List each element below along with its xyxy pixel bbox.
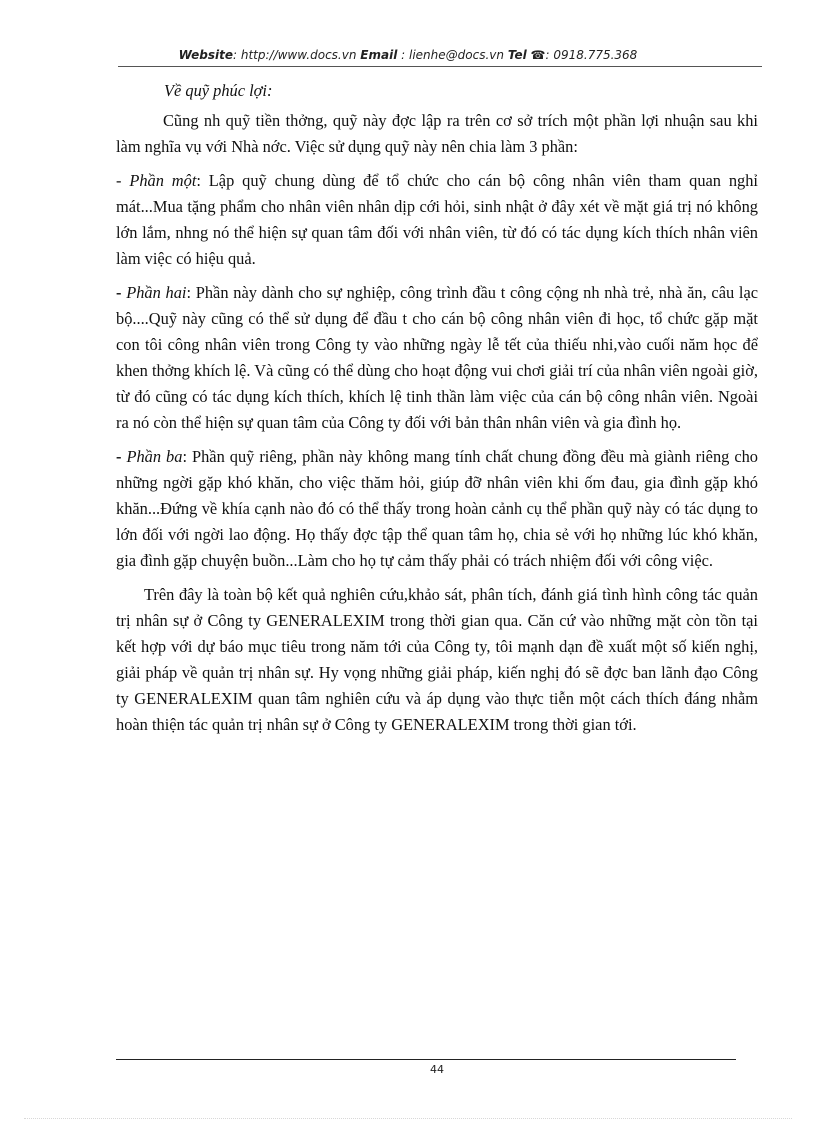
footer-divider (116, 1059, 736, 1060)
part-three-label: Phần ba (126, 447, 183, 466)
phone-icon: ☎ (530, 48, 546, 62)
email-value: : lienhe@docs.vn (401, 48, 504, 62)
section-heading: Về quỹ phúc lợi: (164, 81, 273, 100)
closing-paragraph: Trên đây là toàn bộ kết quả nghiên cứu,khảo sát, phân tích, đánh giá tình hình công tác quản trị nhân sự ở Công ty GENERALEXIM trong thời gian qua. Căn cứ vào những mặt còn tồn tại kết hợp với dự báo mục tiêu trong năm tới của Công ty, tôi mạnh dạn đề xuất một số kiến nghị, giải pháp về quản trị nhân sự. Hy vọng những giải pháp, kiến nghị đó sẽ đợc ban lãnh đạo Công ty GENERALEXIM quan tâm nghiên cứu và áp dụng vào thực tiễn một cách thích đáng nhằm hoàn thiện tác quản trị nhân sự ở Công ty GENERALEXIM trong thời gian tới. (116, 585, 758, 734)
page-header (0, 48, 816, 62)
email-label: Email (360, 48, 398, 62)
page-edge-divider (24, 1118, 792, 1119)
part-one-label: Phần một (129, 171, 197, 190)
part-two-text: : Phần này dành cho sự nghiệp, công trình đầu t công cộng nh nhà trẻ, nhà ăn, câu lạc bộ....Quỹ này cũng có thể sử dụng để đầu t cho cán bộ công nhân viên đi học, tổ chức gặp mặt con tôi công nhân viên trong Công ty vào những ngày lễ tết của thiếu nhi,vào cuối năm học để khen thởng khích lệ. Và cũng có thể dùng cho hoạt động vui chơi giải trí của nhân viên ngoài giờ, từ đó cũng có tác dụng kích thích, khích lệ tinh thần làm việc của cán bộ công nhân viên. Ngoài ra nó còn thể hiện sự quan tâm của Công ty đối với bản thân nhân viên và gia đình họ. (116, 283, 759, 432)
part-one-prefix: - (116, 171, 130, 190)
part-three-prefix: - (116, 447, 127, 466)
part-two-prefix: - (116, 283, 127, 302)
intro-paragraph: Cũng nh quỹ tiền thởng, quỹ này đợc lập ra trên cơ sở trích một phần lợi nhuận sau khi làm nghĩa vụ với Nhà nớc. Việc sử dụng quỹ này nên chia làm 3 phần: (116, 111, 758, 156)
part-two-label: Phần hai (126, 283, 187, 302)
part-one-paragraph (116, 168, 758, 272)
part-one-text: : Lập quỹ chung dùng để tổ chức cho cán bộ công nhân viên tham quan nghỉ mát...Mua tặng phẩm cho nhân viên nhân dịp cới hỏi, sinh nhật ở đây xét về mặt giá trị nó không lớn lắm, nhng nó thể hiện sự quan tâm đối với nhân viên, từ đó có tác dụng kích thích nhân viên làm việc có hiệu quả. (116, 171, 758, 268)
website-label: Website (178, 48, 233, 62)
part-two-paragraph (116, 280, 758, 436)
page-number: 44 (430, 1063, 444, 1076)
part-three-text: : Phần quỹ riêng, phần này không mang tính chất chung đồng đều mà giành riêng cho những ngời gặp khó khăn, cho việc thăm hỏi, giúp đỡ nhân viên khi ốm đau, gia đình gặp khó khăn...Đứng về khía cạnh nào đó có thể thấy trong hoàn cảnh cụ thể phần quỹ này có tác dụng to lớn đối với ngời lao động. Họ thấy đợc tập thể quan tâm họ, chia sẻ với họ những lúc khó khăn, gia đình gặp chuyện buồn...Làm cho họ tự cảm thấy phải có trách nhiệm đối với công việc. (116, 447, 758, 570)
website-value: : http://www.docs.vn (233, 48, 357, 62)
header-divider (118, 66, 762, 67)
tel-value: : 0918.775.368 (545, 48, 638, 62)
document-body (116, 78, 758, 738)
part-three-paragraph (116, 444, 758, 574)
tel-label: Tel (507, 48, 527, 62)
